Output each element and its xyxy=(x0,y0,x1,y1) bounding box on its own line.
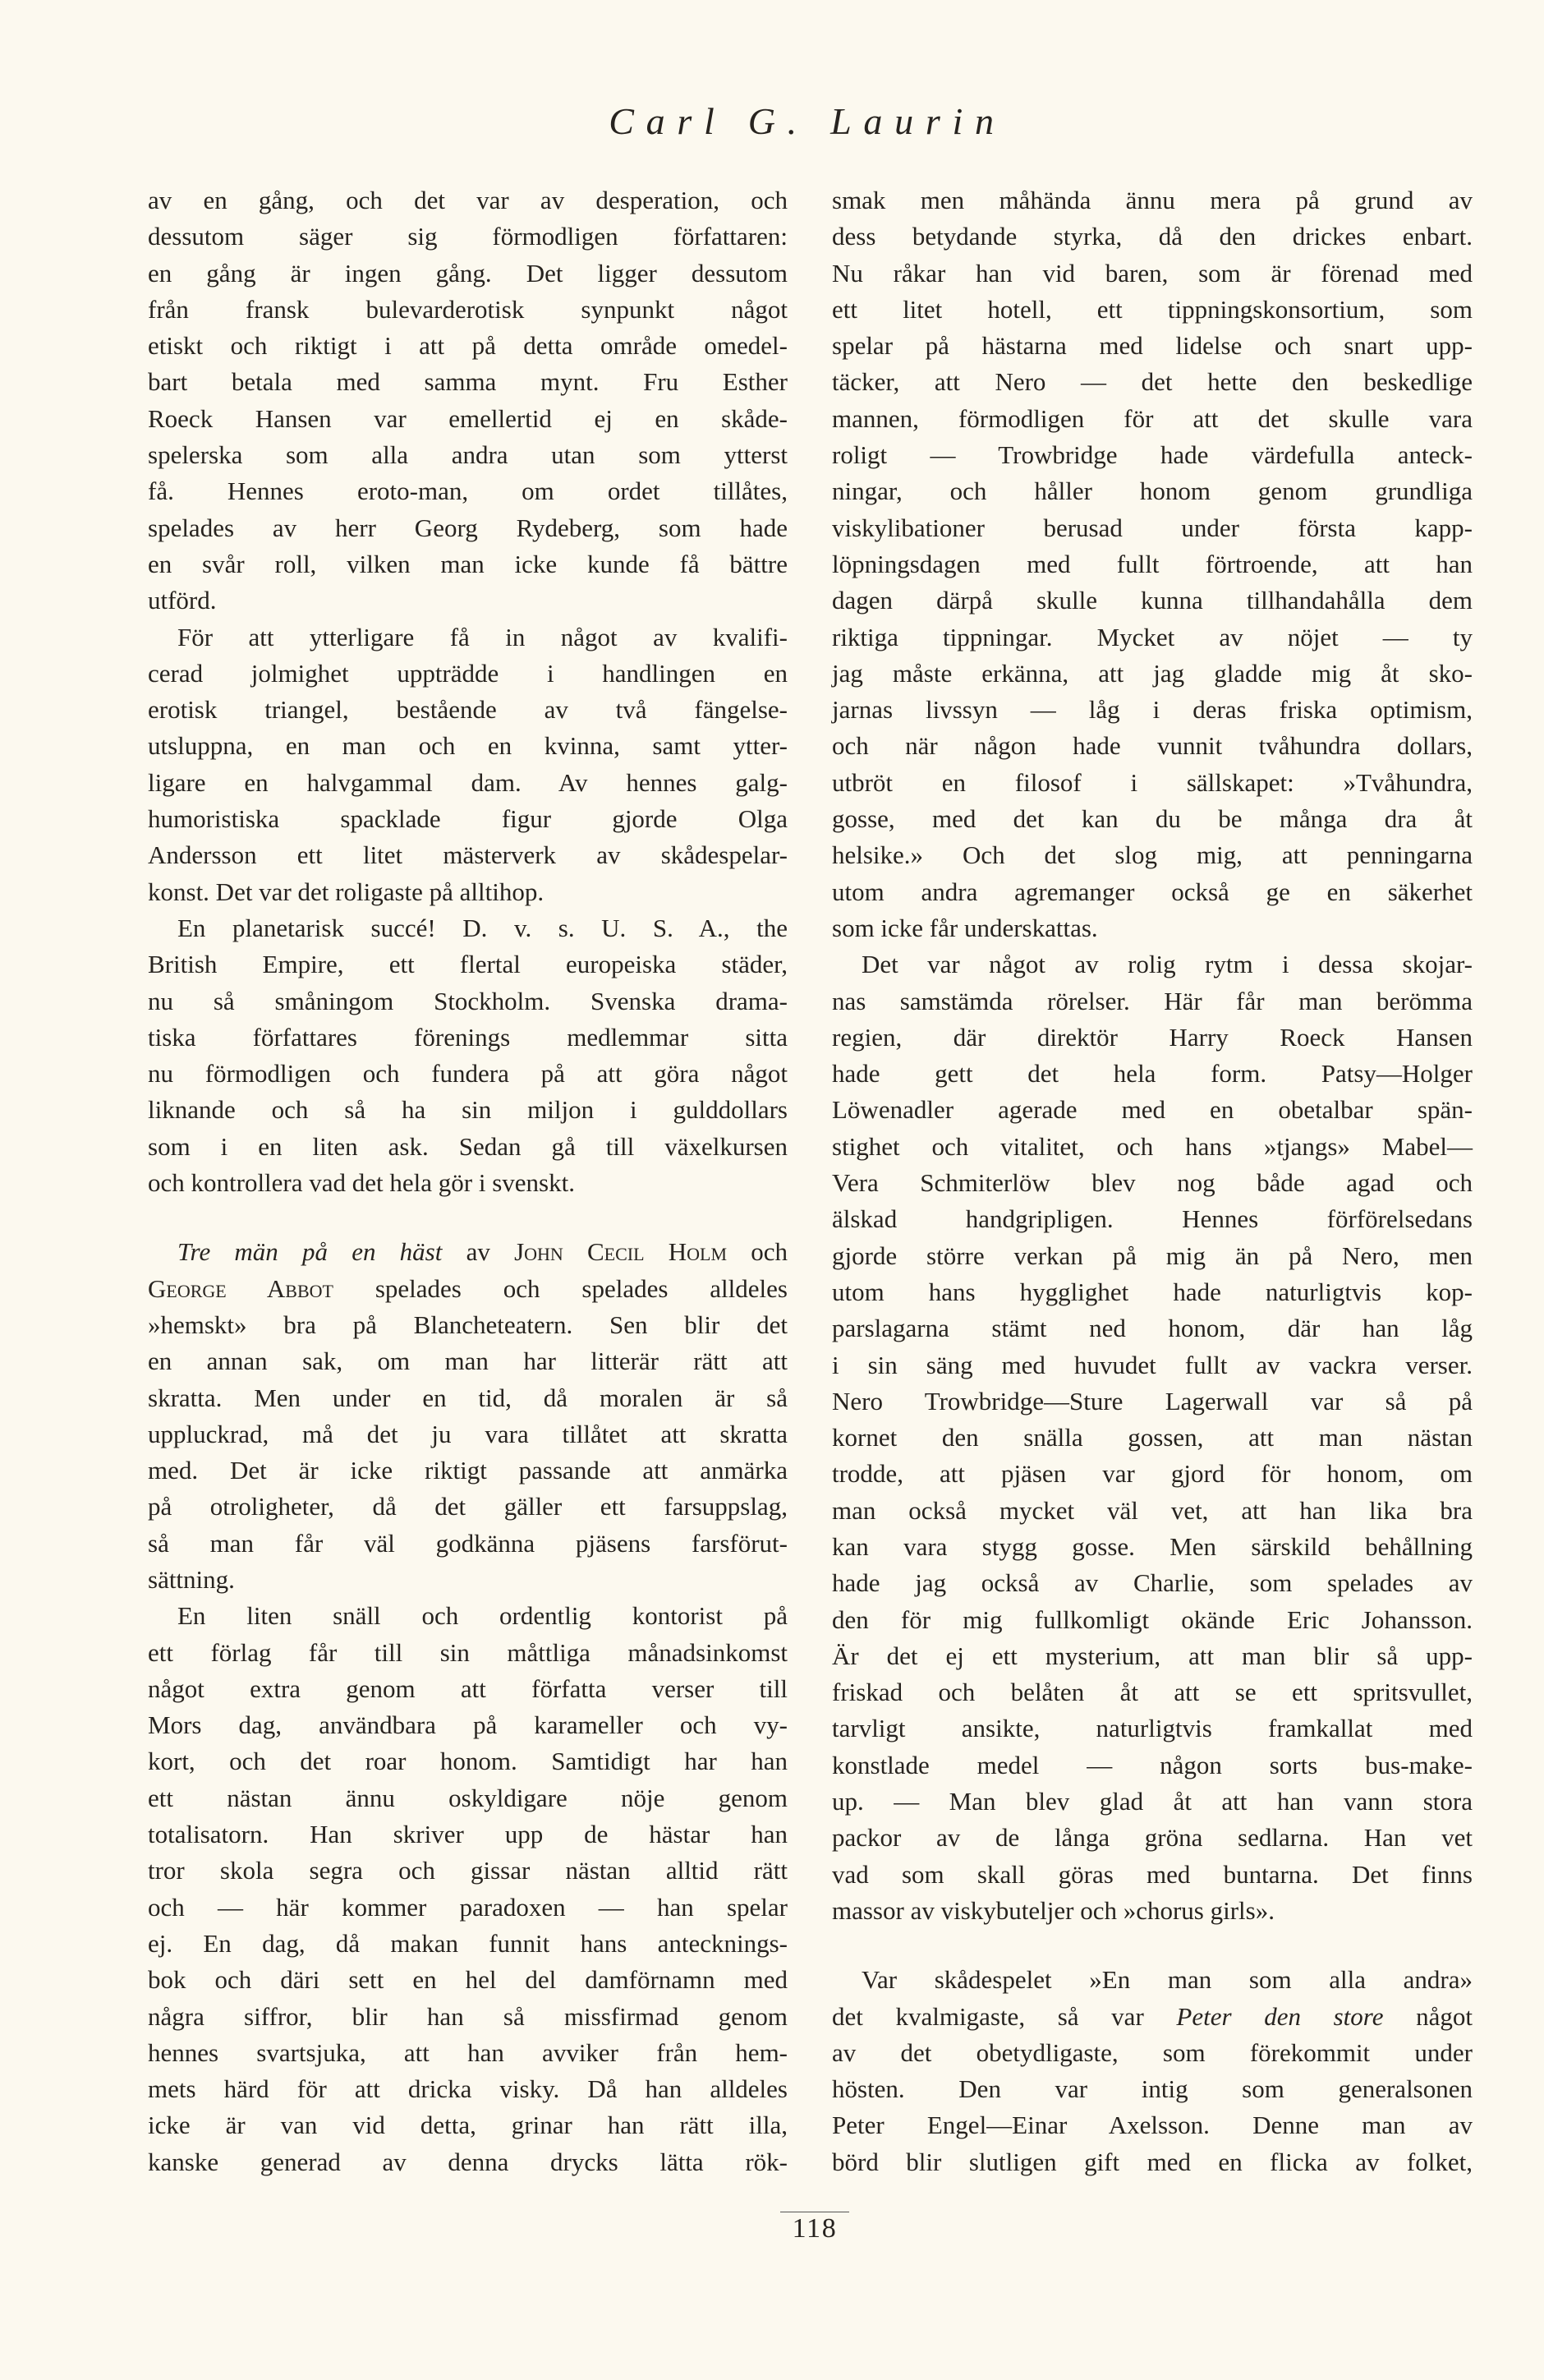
text-line: bok och däri sett en hel del damförnamn med xyxy=(148,1965,788,1995)
text-line: hennes svartsjuka, att han avviker från hem- xyxy=(148,2037,788,2067)
text-line: skratta. Men under en tid, då moralen är så xyxy=(148,1383,788,1412)
text-line: tror skola segra och gissar nästan alltid rätt xyxy=(148,1856,788,1885)
text-line: packor av de långa gröna sedlarna. Han vet xyxy=(832,1823,1473,1853)
text-line: gjorde större verkan på mig än på Nero, men xyxy=(832,1241,1473,1270)
text-line: från fransk bulevarderotisk synpunkt något xyxy=(148,294,788,324)
text-line: spelades av herr Georg Rydeberg, som hade xyxy=(148,513,788,542)
text-line: gosse, med det kan du be många dra åt xyxy=(832,804,1473,834)
text-line: vad som skall göras med buntarna. Det finns xyxy=(832,1859,1473,1889)
text-line xyxy=(148,1271,788,1307)
italic-title: Peter den store xyxy=(1176,2001,1384,2031)
text-line: i sin säng med huvudet fullt av vackra verser. xyxy=(832,1350,1473,1379)
text-line: Är det ej ett mysterium, att man blir så upp- xyxy=(832,1641,1473,1670)
text-line: spelar på hästarna med lidelse och snart upp- xyxy=(832,331,1473,361)
text-line: en annan sak, om man har litterär rätt att xyxy=(148,1347,788,1376)
text-line: utom hans hygglighet hade naturligtvis kop- xyxy=(832,1277,1473,1306)
text-line: av det obetydligaste, som förekommit under xyxy=(832,2037,1473,2067)
text-line: hösten. Den var intig som generalsonen xyxy=(832,2074,1473,2104)
text-line: erotisk triangel, bestående av två fängelse- xyxy=(148,695,788,725)
text-line: etiskt och riktigt i att på detta område omedel- xyxy=(148,331,788,361)
text-line: jag måste erkänna, att jag gladde mig åt sko- xyxy=(832,658,1473,688)
text-line: dessutom säger sig förmodligen författaren: xyxy=(148,222,788,251)
text-line: utom andra agremanger också ge en säkerhet xyxy=(832,877,1473,906)
text-line: Peter Engel—Einar Axelsson. Denne man av xyxy=(832,2111,1473,2140)
text-line: spelerska som alla andra utan som ytterst xyxy=(148,440,788,470)
text-line: roligt — Trowbridge hade värdefulla anteck- xyxy=(832,440,1473,470)
text-line: parslagarna stämt ned honom, där han låg xyxy=(832,1314,1473,1343)
text-line: tarvligt ansikte, naturligtvis framkallat med xyxy=(832,1714,1473,1743)
text-line: stighet och vitalitet, och hans »tjangs» Mabel— xyxy=(832,1131,1473,1161)
text-line: friskad och belåten åt att se ett spritsvullet, xyxy=(832,1678,1473,1707)
text-line: En planetarisk succé! D. v. s. U. S. A., the xyxy=(177,913,788,942)
text-line: British Empire, ett flertal europeiska städer, xyxy=(148,950,788,979)
text-line: konstlade medel — någon sorts bus-make- xyxy=(832,1750,1473,1779)
text-line: cerad jolmighet uppträdde i handlingen en xyxy=(148,658,788,688)
text-line: dagen därpå skulle kunna tillhandahålla dem xyxy=(832,586,1473,615)
text-line: riktiga tippningar. Mycket av nöjet — ty xyxy=(832,622,1473,651)
text-line: liknande och så ha sin miljon i gulddollars xyxy=(148,1095,788,1125)
text-line: dess betydande styrka, då den drickes enbart. xyxy=(832,222,1473,251)
text-line: kornet den snälla gossen, att man nästan xyxy=(832,1423,1473,1452)
text-line: Det var något av rolig rytm i dessa skojar- xyxy=(862,950,1473,979)
text-line: Var skådespelet »En man som alla andra» xyxy=(862,1965,1473,1995)
text-line: man också mycket väl vet, att han lika bra xyxy=(832,1495,1473,1525)
text-line: som i en liten ask. Sedan gå till växelkursen xyxy=(148,1131,788,1161)
text-line: mets härd för att dricka visky. Då han alldeles xyxy=(148,2074,788,2104)
text-line: några siffror, blir han så missfirmad genom xyxy=(148,2001,788,2031)
text-segment: något xyxy=(1383,2001,1473,2031)
text-segment: spelades och spelades alldeles xyxy=(333,1273,788,1303)
text-line: För att ytterligare få in något av kvalifi- xyxy=(177,622,788,651)
text-line: en gång är ingen gång. Det ligger dessutom xyxy=(148,258,788,288)
italic-title: Tre män på en häst xyxy=(177,1237,443,1267)
text-line: kan vara stygg gosse. Men särskild behållning xyxy=(832,1531,1473,1561)
text-line xyxy=(832,1999,1473,2035)
text-line: Vera Schmiterlöw blev nog både agad och xyxy=(832,1168,1473,1198)
text-line: mannen, förmodligen för att det skulle vara xyxy=(832,403,1473,433)
text-line: nu förmodligen och fundera på att göra något xyxy=(148,1059,788,1089)
text-line: en svår roll, vilken man icke kunde få bättre xyxy=(148,549,788,578)
text-line: uppluckrad, må det ju vara tillåtet att skratta xyxy=(148,1419,788,1448)
text-line: up. — Man blev glad åt att han vann stora xyxy=(832,1787,1473,1816)
text-line xyxy=(148,1234,788,1270)
text-line: Nu råkar han vid baren, som är förenad med xyxy=(832,258,1473,288)
left-column xyxy=(148,182,788,2180)
text-line: bart betala med samma mynt. Fru Esther xyxy=(148,367,788,397)
text-line: smak men måhända ännu mera på grund av xyxy=(832,186,1473,214)
text-line: En liten snäll och ordentlig kontorist på xyxy=(177,1601,788,1631)
text-line: Roeck Hansen var emellertid ej en skåde- xyxy=(148,403,788,433)
text-line: massor av viskybuteljer och »chorus girls». xyxy=(832,1895,1275,1925)
text-line: kort, och det roar honom. Samtidigt har han xyxy=(148,1747,788,1776)
text-line: trodde, att pjäsen var gjord för honom, om xyxy=(832,1459,1473,1489)
text-line: och när någon hade vunnit tvåhundra dollars, xyxy=(832,731,1473,761)
text-line: Nero Trowbridge—Sture Lagerwall var så på xyxy=(832,1386,1473,1416)
text-line: och kontrollera vad det hela gör i svenskt. xyxy=(148,1168,575,1198)
text-line: icke är van vid detta, grinar han rätt illa, xyxy=(148,2111,788,2140)
text-line: och — här kommer paradoxen — han spelar xyxy=(148,1892,788,1922)
text-line: ett litet hotell, ett tippningskonsortium, som xyxy=(832,294,1473,324)
paragraph xyxy=(832,182,1473,946)
text-line: med. Det är icke riktigt passande att anmärka xyxy=(148,1456,788,1485)
text-line: som icke får underskattas. xyxy=(832,913,1098,942)
text-line: utsluppna, en man och en kvinna, samt ytter- xyxy=(148,731,788,761)
text-line: tiska författares förenings medlemmar sitta xyxy=(148,1022,788,1052)
text-line: ej. En dag, då makan funnit hans antecknings- xyxy=(148,1928,788,1958)
text-line: jarnas livssyn — låg i deras friska optimism, xyxy=(832,695,1473,725)
right-column xyxy=(832,182,1473,2180)
text-line: Mors dag, användbara på karameller och vy- xyxy=(148,1710,788,1740)
paragraph xyxy=(832,1962,1473,2180)
text-line: utbröt en filosof i sällskapet: »Tvåhundra, xyxy=(832,767,1473,797)
text-line: hade gett det hela form. Patsy—Holger xyxy=(832,1059,1473,1089)
text-line: Löwenadler agerade med en obetalbar spän- xyxy=(832,1095,1473,1125)
text-line: så man får väl godkänna pjäsens farsförut- xyxy=(148,1528,788,1558)
text-line: ett förlag får till sin måttliga månadsinkomst xyxy=(148,1637,788,1667)
text-segment: och xyxy=(727,1237,788,1267)
text-line: älskad handgripligen. Hennes förförelsedans xyxy=(832,1204,1473,1234)
text-line: ligare en halvgammal dam. Av hennes galg- xyxy=(148,767,788,797)
text-line: få. Hennes eroto-man, om ordet tillåtes, xyxy=(148,476,788,506)
author-name: George Abbot xyxy=(148,1273,333,1303)
text-line: regien, där direktör Harry Roeck Hansen xyxy=(832,1022,1473,1052)
text-line: hade jag också av Charlie, som spelades av xyxy=(832,1568,1473,1598)
text-line: ett nästan ännu oskyldigare nöje genom xyxy=(148,1783,788,1812)
text-line: utförd. xyxy=(148,586,217,615)
author-name: John Cecil Holm xyxy=(514,1237,728,1267)
text-line: nu så småningom Stockholm. Svenska drama- xyxy=(148,986,788,1015)
text-line: av en gång, och det var av desperation, och xyxy=(148,186,788,214)
text-line: nas samstämda rörelser. Här får man berömma xyxy=(832,986,1473,1015)
paragraph xyxy=(832,946,1473,1929)
text-line: den för mig fullkomligt okände Eric Johansson. xyxy=(832,1604,1473,1634)
text-line: helsike.» Och det slog mig, att penningarna xyxy=(832,840,1473,870)
text-line: Andersson ett litet mästerverk av skådespelar- xyxy=(148,840,788,870)
text-line: börd blir slutligen gift med en flicka av folket, xyxy=(832,2147,1473,2176)
page-number: 118 xyxy=(780,2212,849,2245)
paragraph xyxy=(148,1234,788,1598)
text-line: kanske generad av denna drycks lätta rök- xyxy=(148,2147,788,2176)
text-line: löpningsdagen med fullt förtroende, att han xyxy=(832,549,1473,578)
text-line: ningar, och håller honom genom grundliga xyxy=(832,476,1473,506)
text-line: täcker, att Nero — det hette den beskedlige xyxy=(832,367,1473,397)
paragraph xyxy=(148,182,788,619)
text-line: konst. Det var det roligaste på alltihop. xyxy=(148,877,545,906)
paragraph xyxy=(148,910,788,1201)
text-segment: av xyxy=(442,1237,515,1267)
running-head: Carl G. Laurin xyxy=(609,100,1006,142)
paragraph xyxy=(148,619,788,910)
text-line: humoristiska spacklade figur gjorde Olga xyxy=(148,804,788,834)
text-line: på otroligheter, då det gäller ett farsuppslag, xyxy=(148,1492,788,1521)
paragraph xyxy=(148,1598,788,2180)
text-line: något extra genom att författa verser till xyxy=(148,1673,788,1703)
text-line: »hemskt» bra på Blancheteatern. Sen blir det xyxy=(148,1310,788,1339)
text-line: sättning. xyxy=(148,1564,235,1594)
text-line: totalisatorn. Han skriver upp de hästar han xyxy=(148,1820,788,1849)
text-line: viskylibationer berusad under första kapp- xyxy=(832,513,1473,542)
text-segment: det kvalmigaste, så var xyxy=(832,2001,1177,2031)
